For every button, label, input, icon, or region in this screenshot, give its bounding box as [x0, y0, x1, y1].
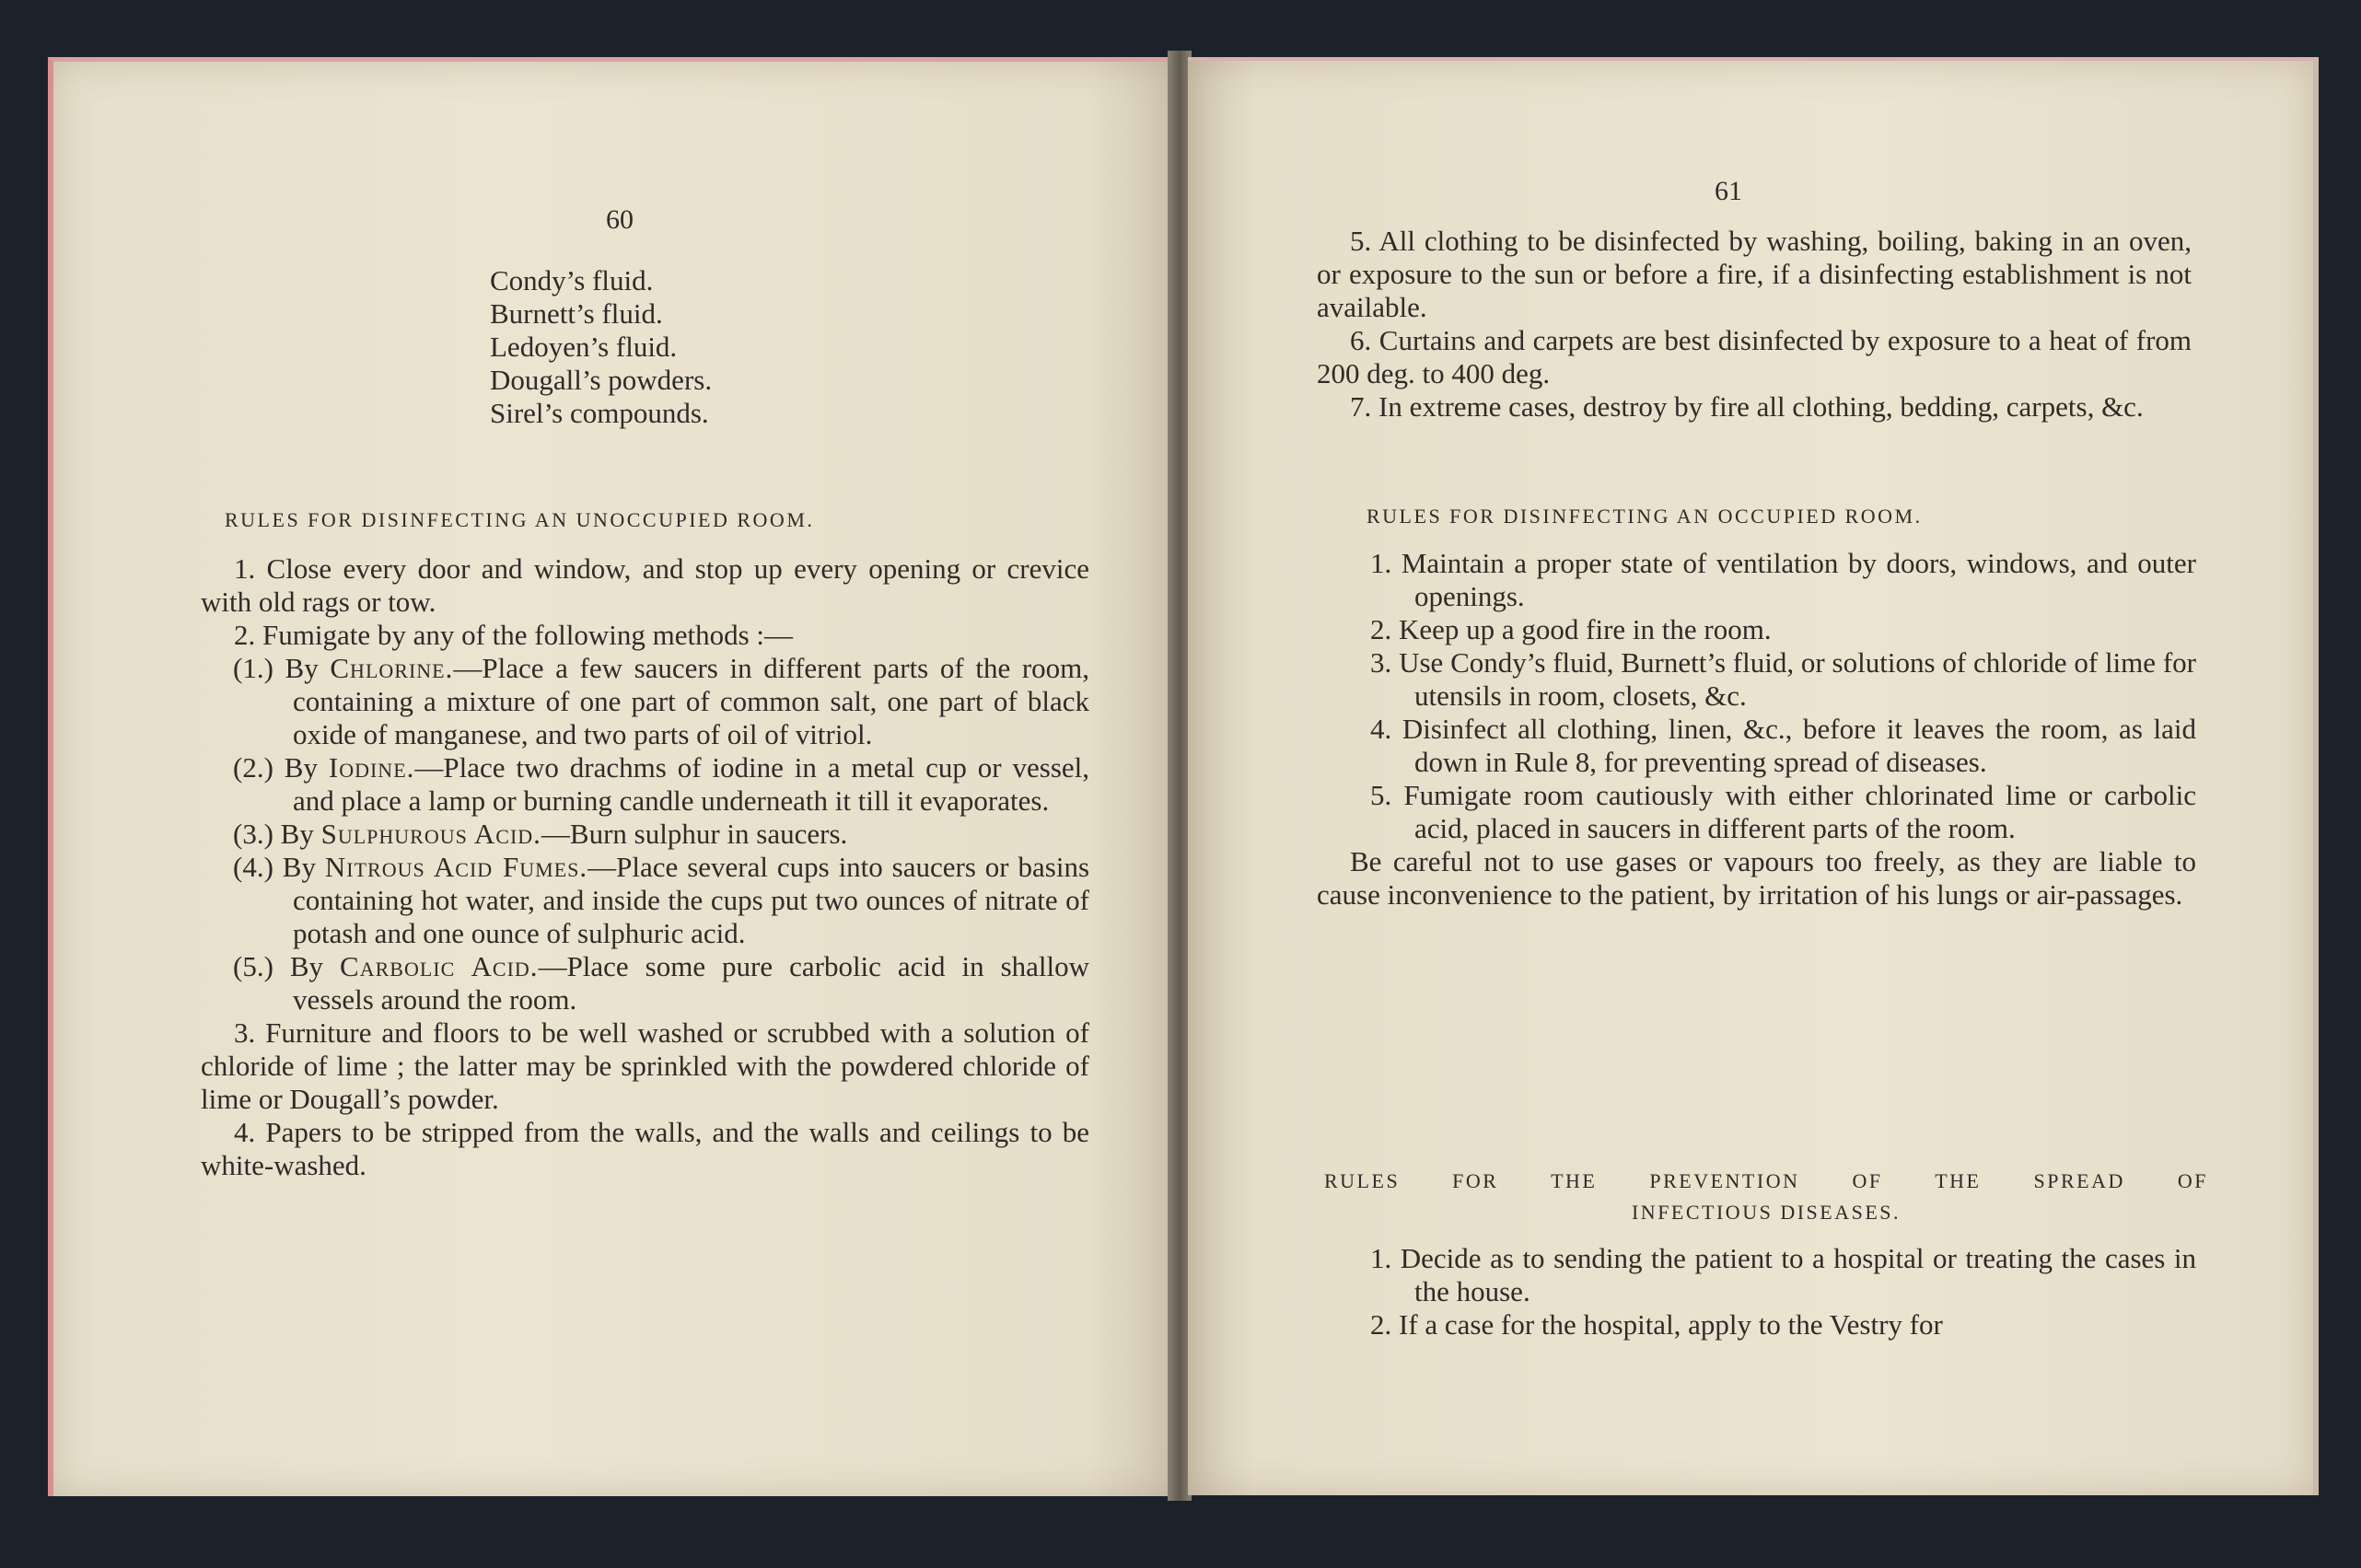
prevention-rule-item: 2. If a case for the hospital, apply to the Vestry for	[1370, 1308, 1943, 1341]
rule-6: 6. Curtains and carpets are best disinfected by exposure to a heat of from 200 deg. to 400 deg.	[1317, 324, 2192, 389]
occupied-rule-item: 5. Fumigate room cautiously with either chlorinated lime or carbolic acid, placed in saucers in different parts of the room.	[1370, 779, 2197, 844]
right-body-top	[1317, 225, 2192, 424]
page-number-right: 61	[1715, 176, 1742, 206]
rule-2: 2. Fumigate by any of the following methods :—	[234, 619, 794, 651]
fluid-item: Ledoyen’s fluid.	[490, 331, 678, 363]
occupied-rules	[1317, 547, 2196, 912]
occupied-rule-item: 2. Keep up a good fire in the room.	[1370, 613, 1772, 645]
heading-line: INFECTIOUS DISEASES.	[1631, 1201, 1902, 1224]
method-item: (5.) By Carbolic Acid.—Place some pure carbolic acid in shallow vessels around the room.	[233, 950, 1090, 1016]
method-item: (1.) By Chlorine.—Place a few saucers in different parts of the room, containing a mixture of one part of common salt, one part of black oxide of manganese, and two parts of oil of vitriol.	[233, 652, 1090, 750]
right-page	[1188, 57, 2319, 1495]
heading-line: RULES FOR THE PREVENTION OF THE SPREAD OF	[1324, 1169, 2208, 1192]
fluid-item: Sirel’s compounds.	[490, 397, 709, 429]
prevention-rules	[1317, 1242, 2196, 1342]
rule-5: 5. All clothing to be disinfected by washing, boiling, baking in an oven, or exposure to the sun or before a fire, if a disinfecting establishment is not available.	[1317, 225, 2192, 323]
rule-7: 7. In extreme cases, destroy by fire all clothing, bedding, carpets, &c.	[1350, 390, 2144, 423]
section-heading-occupied: RULES FOR DISINFECTING AN OCCUPIED ROOM.	[1367, 505, 1923, 528]
prevention-rule-item: 1. Decide as to sending the patient to a hospital or treating the cases in the house.	[1370, 1242, 2196, 1307]
section-heading-prevention	[1324, 1166, 2208, 1228]
method-item: (2.) By Iodine.—Place two drachms of iodine in a metal cup or vessel, and place a lamp or burning candle underneath it till it evaporates.	[233, 751, 1090, 817]
fluid-item: Burnett’s fluid.	[490, 297, 663, 330]
fluid-list	[490, 264, 950, 430]
fluid-item: Dougall’s powders.	[490, 364, 713, 396]
rule-1: 1. Close every door and window, and stop up every opening or crevice with old rags or tow.	[201, 552, 1089, 618]
method-item: (3.) By Sulphurous Acid.—Burn sulphur in saucers.	[233, 818, 848, 850]
section-heading-unoccupied: RULES FOR DISINFECTING AN UNOCCUPIED ROOM.	[225, 508, 815, 531]
occupied-rule-item: 1. Maintain a proper state of ventilation by doors, windows, and outer openings.	[1370, 547, 2197, 612]
occupied-rule-item: 3. Use Condy’s fluid, Burnett’s fluid, or solutions of chloride of lime for utensils in room, closets, &c.	[1370, 646, 2196, 712]
method-item: (4.) By Nitrous Acid Fumes.—Place several cups into saucers or basins containing hot water, and inside the cups put two ounces of nitrate of potash and one ounce of sulphuric acid.	[233, 851, 1090, 949]
left-page	[48, 57, 1177, 1496]
page-number-left: 60	[606, 204, 634, 235]
occupied-rule-item: 4. Disinfect all clothing, linen, &c., before it leaves the room, as laid down in Rule 8, for preventing spread of diseases.	[1370, 713, 2196, 778]
rule-4: 4. Papers to be stripped from the walls, and the walls and ceilings to be white-washed.	[201, 1116, 1089, 1181]
fluid-item: Condy’s fluid.	[490, 264, 654, 296]
left-body	[201, 552, 1089, 1182]
rule-3: 3. Furniture and floors to be well washed or scrubbed with a solution of chloride of lime ; the latter may be sprinkled with the powdered chloride of lime or Dougall’s powder.	[201, 1016, 1089, 1115]
caution-paragraph: Be careful not to use gases or vapours too freely, as they are liable to cause inconvenience to the patient, by irritation of his lungs or air-passages.	[1317, 845, 2196, 911]
